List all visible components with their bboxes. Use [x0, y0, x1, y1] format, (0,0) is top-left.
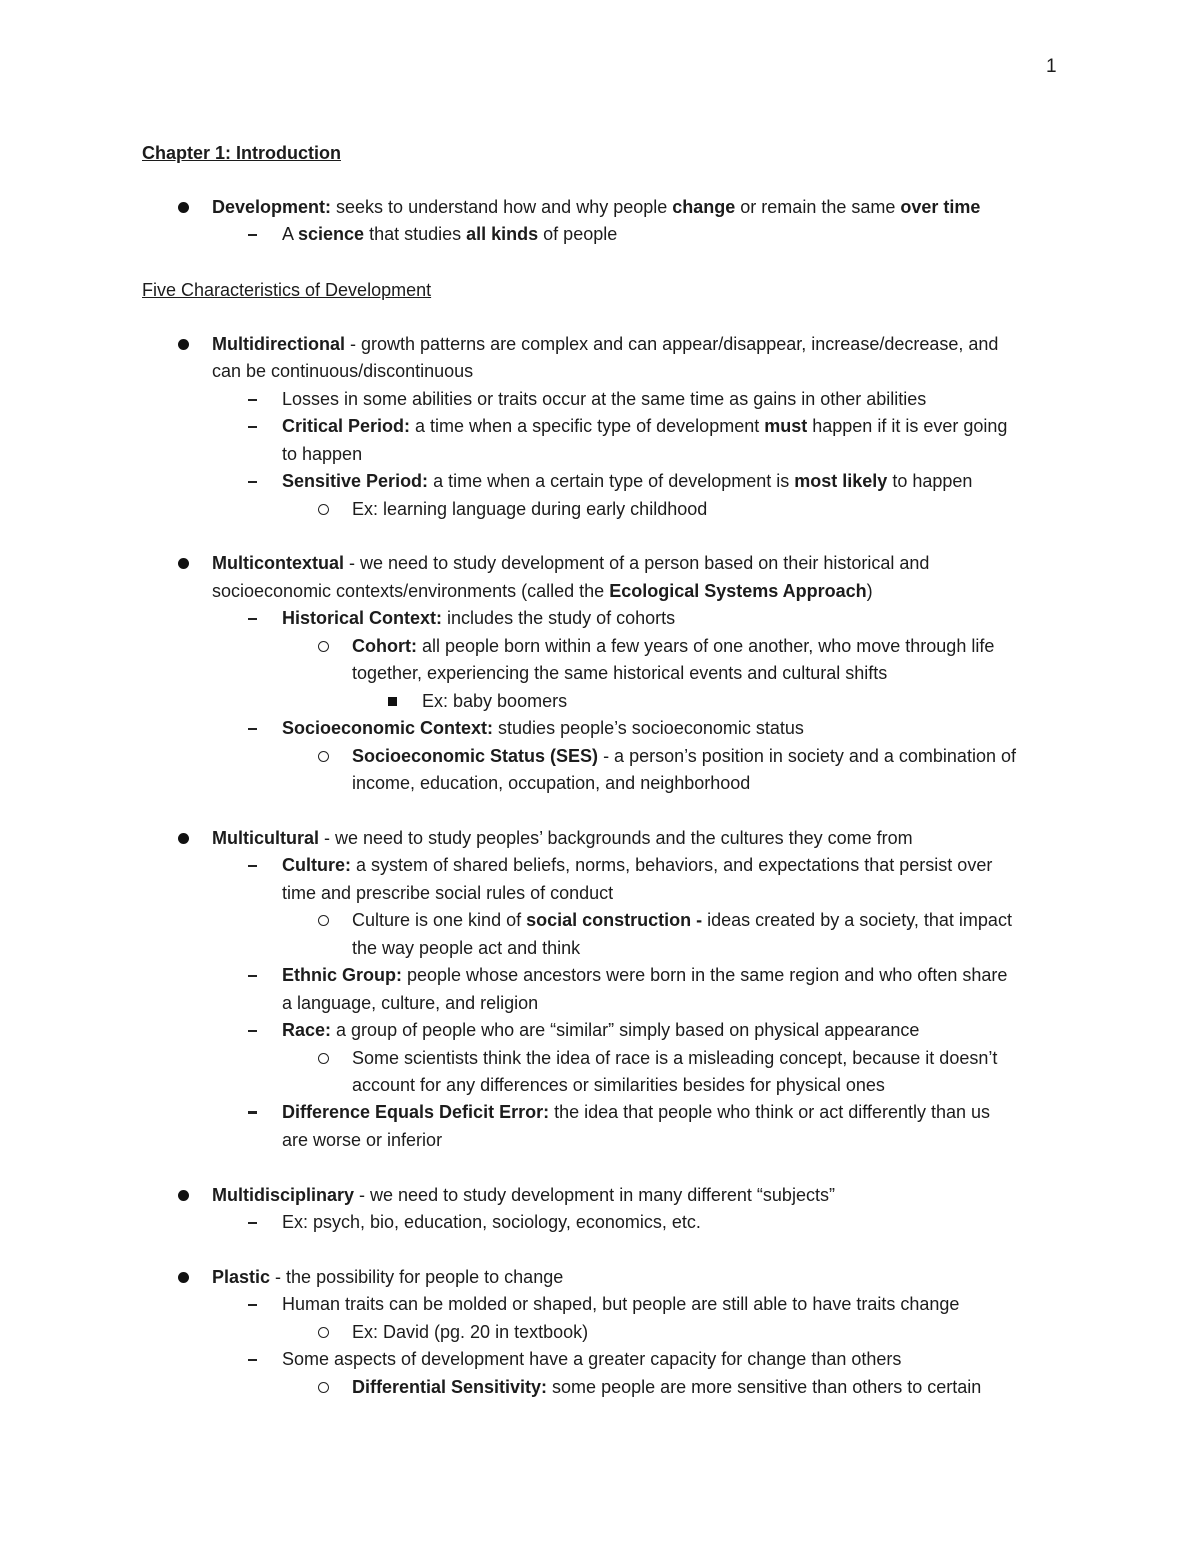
text-run: - we need to study development of a person based on their historical and: [344, 553, 930, 573]
text-run: - we need to study development in many different “subjects”: [354, 1185, 835, 1205]
bullet-dash-icon: [248, 1030, 257, 1032]
text-run: or remain the same: [735, 197, 901, 217]
bullet-dash-icon: [248, 728, 257, 730]
text-run: to happen: [282, 444, 363, 464]
text-run: seeks to understand how and why people: [331, 197, 673, 217]
bold-term: science: [298, 224, 365, 244]
text-run: account for any differences or similarities besides for physical ones: [352, 1075, 885, 1095]
bold-term: social construction -: [526, 910, 703, 930]
bold-term: Sensitive Period:: [282, 471, 429, 491]
text-run: - a person’s position in society and a combination of: [598, 746, 1016, 766]
text-run: some people are more sensitive than others to certain: [547, 1377, 982, 1397]
bullet-dot-icon: [178, 1190, 189, 1201]
bullet-circle-icon: [318, 1053, 329, 1064]
text-run: studies people’s socioeconomic status: [493, 718, 804, 738]
bullet-dash-icon: [248, 865, 257, 867]
bold-term: Socioeconomic Context:: [282, 718, 494, 738]
bold-term: Multidisciplinary: [212, 1185, 355, 1205]
text-line: [282, 1101, 990, 1123]
bold-term: Culture:: [282, 855, 351, 875]
text-line: [422, 690, 567, 712]
text-line: [282, 607, 675, 629]
text-run: that studies: [364, 224, 467, 244]
section-heading: Five Characteristics of Development: [142, 280, 432, 300]
text-line: [282, 415, 1007, 437]
text-line: [212, 360, 473, 382]
text-line: [282, 1348, 901, 1370]
text-run: are worse or inferior: [282, 1130, 443, 1150]
bold-term: Critical Period:: [282, 416, 411, 436]
text-run: a group of people who are “similar” simply based on physical appearance: [331, 1020, 920, 1040]
text-run: a time when a specific type of development: [410, 416, 765, 436]
bullet-dash-icon: [248, 618, 257, 620]
text-line: [352, 1321, 588, 1343]
text-line: [352, 498, 707, 520]
text-run: - we need to study peoples’ backgrounds and the cultures they come from: [319, 828, 913, 848]
text-run: Some scientists think the idea of race is a misleading concept, because it doesn’t: [352, 1048, 998, 1068]
text-line: [212, 196, 980, 218]
text-run: - the possibility for people to change: [270, 1267, 564, 1287]
bullet-dash-icon: [248, 1222, 257, 1224]
text-run: people whose ancestors were born in the same region and who often share: [402, 965, 1008, 985]
text-run: income, education, occupation, and neighborhood: [352, 773, 751, 793]
text-run: Ex: learning language during early childhood: [352, 499, 708, 519]
bold-term: Multidirectional: [212, 334, 346, 354]
text-line: [212, 827, 913, 849]
text-run: Ex: psych, bio, education, sociology, economics, etc.: [282, 1212, 701, 1232]
page-number: 1: [1046, 56, 1057, 77]
bullet-circle-icon: [318, 915, 329, 926]
bold-term: Ecological Systems Approach: [609, 581, 867, 601]
bullet-dash-icon: [248, 426, 257, 428]
text-line: [352, 745, 1016, 767]
text-run: can be continuous/discontinuous: [212, 361, 474, 381]
text-run: Some aspects of development have a greater capacity for change than others: [282, 1349, 902, 1369]
text-run: a system of shared beliefs, norms, behaviors, and expectations that persist over: [351, 855, 993, 875]
text-run: Losses in some abilities or traits occur at the same time as gains in other abilities: [282, 389, 927, 409]
bullet-dash-icon: [248, 481, 257, 483]
text-run: time and prescribe social rules of conduct: [282, 883, 614, 903]
text-run: Ex: David (pg. 20 in textbook): [352, 1322, 589, 1342]
text-line: [352, 772, 750, 794]
text-run: Culture is one kind of: [352, 910, 527, 930]
bold-term: Plastic: [212, 1267, 271, 1287]
bullet-dot-icon: [178, 339, 189, 350]
bullet-dash-icon: [248, 1111, 257, 1114]
bold-term: most likely: [794, 471, 888, 491]
text-run: includes the study of cohorts: [442, 608, 676, 628]
bold-term: over time: [900, 197, 981, 217]
bullet-circle-icon: [318, 1382, 329, 1393]
text-line: [282, 443, 362, 465]
bold-term: Multicultural: [212, 828, 319, 848]
text-line: [352, 1074, 885, 1096]
text-run: to happen: [887, 471, 973, 491]
bullet-square-icon: [388, 697, 397, 706]
bullet-dot-icon: [178, 558, 189, 569]
text-line: [282, 1129, 442, 1151]
bullet-dot-icon: [178, 833, 189, 844]
bullet-circle-icon: [318, 1327, 329, 1338]
text-run: all people born within a few years of one another, who move through life: [416, 636, 995, 656]
chapter-title: Chapter 1: Introduction: [142, 143, 341, 163]
text-line: [282, 388, 926, 410]
text-run: a language, culture, and religion: [282, 993, 539, 1013]
text-run: a time when a certain type of development is: [428, 471, 795, 491]
text-line: [282, 1293, 959, 1315]
text-line: [352, 1376, 981, 1398]
text-line: [282, 1019, 919, 1041]
text-line: [282, 882, 613, 904]
text-run: ideas created by a society, that impact: [702, 910, 1012, 930]
bullet-dash-icon: [248, 1304, 257, 1306]
text-line: [352, 1047, 997, 1069]
bullet-dash-icon: [248, 399, 257, 401]
bold-term: Race:: [282, 1020, 332, 1040]
text-run: - growth patterns are complex and can appear/disappear, increase/decrease, and: [345, 334, 999, 354]
text-line: [352, 662, 887, 684]
text-run: socioeconomic contexts/environments (called the: [212, 581, 610, 601]
text-line: [282, 717, 804, 739]
text-line: [212, 552, 929, 574]
text-line: [282, 992, 538, 1014]
text-line: [212, 333, 998, 355]
text-line: [282, 470, 972, 492]
text-line: [282, 964, 1007, 986]
bold-term: Difference Equals Deficit Error:: [282, 1102, 550, 1122]
text-line: [352, 635, 994, 657]
bullet-dash-icon: [248, 234, 257, 236]
bold-term: all kinds: [466, 224, 539, 244]
text-line: [282, 223, 617, 245]
bold-term: change: [672, 197, 736, 217]
text-run: the idea that people who think or act differently than us: [549, 1102, 991, 1122]
bullet-circle-icon: [318, 504, 329, 515]
text-run: happen if it is ever going: [807, 416, 1008, 436]
text-run: A: [282, 224, 299, 244]
text-run: ): [866, 581, 873, 601]
bullet-circle-icon: [318, 751, 329, 762]
bullet-dash-icon: [248, 975, 257, 977]
text-run: of people: [538, 224, 618, 244]
bold-term: Socioeconomic Status (SES): [352, 746, 599, 766]
text-run: Ex: baby boomers: [422, 691, 568, 711]
bold-term: must: [764, 416, 808, 436]
bold-term: Ethnic Group:: [282, 965, 402, 985]
bullet-dash-icon: [248, 1359, 257, 1361]
text-line: [212, 1184, 835, 1206]
text-line: [352, 909, 1012, 931]
text-line: [212, 580, 873, 602]
text-line: [212, 1266, 563, 1288]
bullet-circle-icon: [318, 641, 329, 652]
bullet-dot-icon: [178, 202, 189, 213]
bullet-dot-icon: [178, 1272, 189, 1283]
bold-term: Historical Context:: [282, 608, 443, 628]
bold-term: Multicontextual: [212, 553, 345, 573]
text-line: [282, 1211, 701, 1233]
bold-term: Differential Sensitivity:: [352, 1377, 548, 1397]
text-run: the way people act and think: [352, 938, 581, 958]
text-run: together, experiencing the same historical events and cultural shifts: [352, 663, 888, 683]
text-line: [352, 937, 580, 959]
bold-term: Cohort:: [352, 636, 417, 656]
bold-term: Development:: [212, 197, 332, 217]
text-line: [282, 854, 992, 876]
text-run: Human traits can be molded or shaped, but people are still able to have traits change: [282, 1294, 960, 1314]
